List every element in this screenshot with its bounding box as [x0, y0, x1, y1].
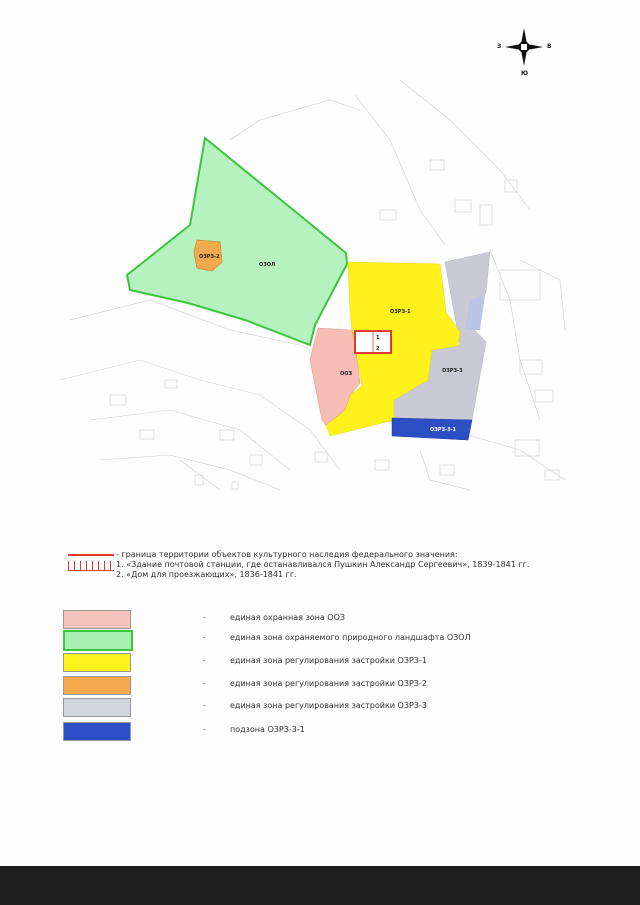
compass-rose-icon	[505, 28, 543, 66]
label-ozrz3: ОЗРЗ-3	[442, 368, 463, 374]
legend-site-1: 1. «Здание почтовой станции, где останавливался Пушкин Александр Сергеевич», 1839-1841 гг.	[116, 560, 530, 569]
legend-site-2: 2. «Дом для проезжающих», 1836-1841 гг.	[116, 570, 297, 579]
legend-label-ozrz3: единая зона регулирования застройки ОЗРЗ-3	[230, 701, 427, 710]
legend-item-ooz	[63, 610, 523, 629]
label-ooz: ООЗ	[340, 371, 353, 377]
legend-swatch-ozrz3	[63, 698, 131, 717]
legend-swatch-ozrz3-1	[63, 722, 131, 741]
legend-dash: -	[203, 656, 206, 665]
legend-label-ooz: единая охранная зона ООЗ	[230, 613, 346, 622]
legend-site-2-row	[66, 570, 521, 580]
compass-south-label: Ю	[521, 70, 529, 77]
label-ozrz3-1: ОЗРЗ-3-1	[430, 427, 457, 433]
legend-item-ozol	[63, 630, 523, 649]
label-ozol: ОЗОЛ	[259, 262, 276, 268]
legend-item-ozrz1	[63, 653, 523, 672]
legend-label-ozol: единая зона охраняемого природного ландшафта ОЗОЛ	[230, 633, 471, 642]
compass-west-label: З	[497, 43, 502, 50]
legend-swatch-ozol	[63, 630, 133, 651]
legend-boundary-title: - граница территории объектов культурного наследия федерального значения:	[116, 550, 458, 559]
heritage-site-1-label: 1	[376, 335, 380, 341]
legend-site-1-row	[66, 560, 530, 570]
legend-label-ozrz2: единая зона регулирования застройки ОЗРЗ-2	[230, 679, 427, 688]
legend-dash: -	[203, 701, 206, 710]
compass-east-label: В	[547, 43, 552, 50]
legend-swatch-ooz	[63, 610, 131, 629]
scan-bottom-edge	[0, 866, 640, 905]
legend-swatch-ozrz2	[63, 676, 131, 695]
legend-item-ozrz3-1	[63, 722, 523, 741]
legend-swatch-ozrz1	[63, 653, 131, 672]
legend-dash: -	[203, 633, 206, 642]
legend-dash: -	[203, 679, 206, 688]
label-ozrz1: ОЗРЗ-1	[390, 309, 411, 315]
legend-dash: -	[203, 725, 206, 734]
legend-boundary-block	[66, 550, 530, 580]
heritage-site-2-label: 2	[376, 346, 380, 352]
legend-item-ozrz2	[63, 676, 523, 695]
legend-dash: -	[203, 613, 206, 622]
legend-label-ozrz1: единая зона регулирования застройки ОЗРЗ-1	[230, 656, 427, 665]
legend-boundary-row	[66, 550, 521, 560]
legend-label-ozrz3-1: подзона ОЗРЗ-3-1	[230, 725, 305, 734]
legend-item-ozrz3	[63, 698, 523, 717]
label-ozrz2: ОЗРЗ-2	[199, 254, 220, 260]
zone-ozol	[127, 138, 347, 345]
boundary-line-sample	[68, 554, 114, 556]
